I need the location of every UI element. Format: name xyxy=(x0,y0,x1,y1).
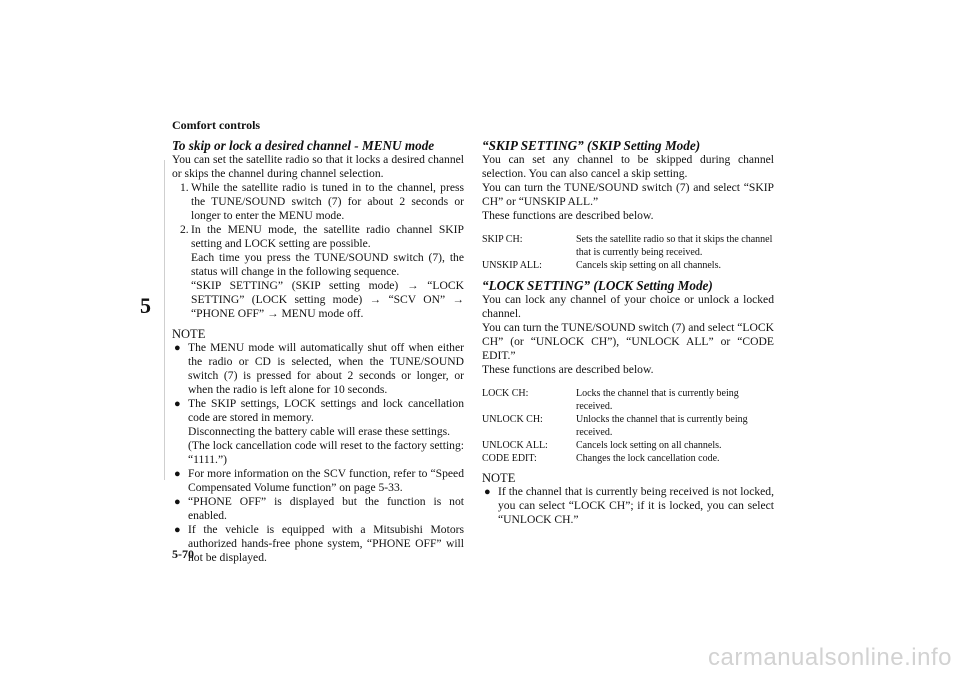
function-desc: Unlocks the channel that is currently being received. xyxy=(576,414,748,438)
note-text: The SKIP settings, LOCK settings and lock cancellation code are stored in memory. xyxy=(188,397,464,424)
left-intro: You can set the satellite radio so that it locks a desired channel or skips the channel during channel selection. xyxy=(172,153,464,180)
note-text: For more information on the SCV function, refer to “Speed Compensated Volume function” on page 5-33. xyxy=(188,467,464,494)
skip-function-table xyxy=(482,233,774,272)
function-key: UNSKIP ALL: xyxy=(482,260,542,271)
watermark: carmanualsonline.info xyxy=(708,644,952,671)
function-key: SKIP CH: xyxy=(482,234,523,245)
note-item xyxy=(174,495,464,523)
section-header: Comfort controls xyxy=(172,118,261,132)
bullet-icon: ● xyxy=(484,486,491,498)
note-item xyxy=(174,467,464,495)
bullet-icon: ● xyxy=(174,342,181,354)
note-text-extra: Disconnecting the battery cable will erase these settings. xyxy=(188,425,451,438)
lock-paragraph: You can turn the TUNE/SOUND switch (7) and select “LOCK CH” (or “UNLOCK CH”), “UNLOCK ALL” or “CODE EDIT.” xyxy=(482,321,774,362)
step-text: While the satellite radio is tuned in to the channel, press the TUNE/SOUND switch (7) for about 2 seconds or longer to enter the MENU mode. xyxy=(191,181,464,222)
function-key: UNLOCK ALL: xyxy=(482,440,548,451)
function-row xyxy=(482,259,774,272)
bullet-icon: ● xyxy=(174,468,181,480)
function-desc: Locks the channel that is currently being received. xyxy=(576,388,739,412)
step-item xyxy=(180,181,464,223)
skip-paragraph: You can set any channel to be skipped during channel selection. You can also cancel a skip setting. xyxy=(482,153,774,180)
skip-paragraph: You can turn the TUNE/SOUND switch (7) and select “SKIP CH” or “UNSKIP ALL.” xyxy=(482,181,774,208)
step-text-sequence: “SKIP SETTING” (SKIP setting mode) → “LOCK SETTING” (LOCK setting mode) → “SCV ON” → “PHONE OFF” → MENU mode off. xyxy=(191,279,464,320)
note-text: If the vehicle is equipped with a Mitsubishi Motors authorized hands-free phone system, “PHONE OFF” will not be displayed. xyxy=(188,523,464,564)
note-text: “PHONE OFF” is displayed but the function is not enabled. xyxy=(188,495,464,522)
note-text: If the channel that is currently being received is not locked, you can select “LOCK CH”; if it is locked, you can select “UNLOCK CH.” xyxy=(498,485,774,526)
left-column xyxy=(172,138,464,565)
note-text: The MENU mode will automatically shut off when either the radio or CD is selected, when the TUNE/SOUND switch (7) is pressed for about 2 seconds or longer, or when the radio is left alone for 10 seconds. xyxy=(188,341,464,396)
step-number: 2. xyxy=(180,223,189,236)
step-item xyxy=(180,223,464,321)
step-text: In the MENU mode, the satellite radio channel SKIP setting and LOCK setting are possible. xyxy=(191,223,464,250)
right-column xyxy=(482,138,774,527)
function-desc: Cancels lock setting on all channels. xyxy=(576,440,722,451)
note-item xyxy=(174,341,464,397)
function-desc: Cancels skip setting on all channels. xyxy=(576,260,721,271)
note-label: NOTE xyxy=(482,471,516,485)
chapter-number: 5 xyxy=(140,293,151,318)
function-key: CODE EDIT: xyxy=(482,453,537,464)
page-number: 5-70 xyxy=(172,547,194,561)
lock-paragraph: You can lock any channel of your choice or unlock a locked channel. xyxy=(482,293,774,320)
step-number: 1. xyxy=(180,181,189,194)
note-text-extra: (The lock cancellation code will reset to the factory setting: “1111.”) xyxy=(188,439,464,466)
function-row xyxy=(482,439,774,452)
function-key: LOCK CH: xyxy=(482,388,529,399)
function-row xyxy=(482,387,774,413)
lock-function-table xyxy=(482,387,774,465)
note-item xyxy=(174,523,464,565)
function-key: UNLOCK CH: xyxy=(482,414,543,425)
left-title: To skip or lock a desired channel - MENU mode xyxy=(172,138,435,153)
bullet-icon: ● xyxy=(174,398,181,410)
lock-title: “LOCK SETTING” (LOCK Setting Mode) xyxy=(482,278,713,293)
function-row xyxy=(482,233,774,259)
function-desc: Sets the satellite radio so that it skips the channel that is currently being received. xyxy=(576,234,773,258)
bullet-icon: ● xyxy=(174,524,181,536)
function-row xyxy=(482,452,774,465)
note-item xyxy=(174,397,464,467)
function-desc: Changes the lock cancellation code. xyxy=(576,453,720,464)
chapter-divider xyxy=(164,160,165,480)
lock-paragraph: These functions are described below. xyxy=(482,363,654,376)
note-label: NOTE xyxy=(172,327,206,341)
skip-paragraph: These functions are described below. xyxy=(482,209,654,222)
function-row xyxy=(482,413,774,439)
bullet-icon: ● xyxy=(174,496,181,508)
skip-title: “SKIP SETTING” (SKIP Setting Mode) xyxy=(482,138,701,153)
step-text-extra: Each time you press the TUNE/SOUND switch (7), the status will change in the following sequence. xyxy=(191,251,464,278)
note-item xyxy=(484,485,774,527)
